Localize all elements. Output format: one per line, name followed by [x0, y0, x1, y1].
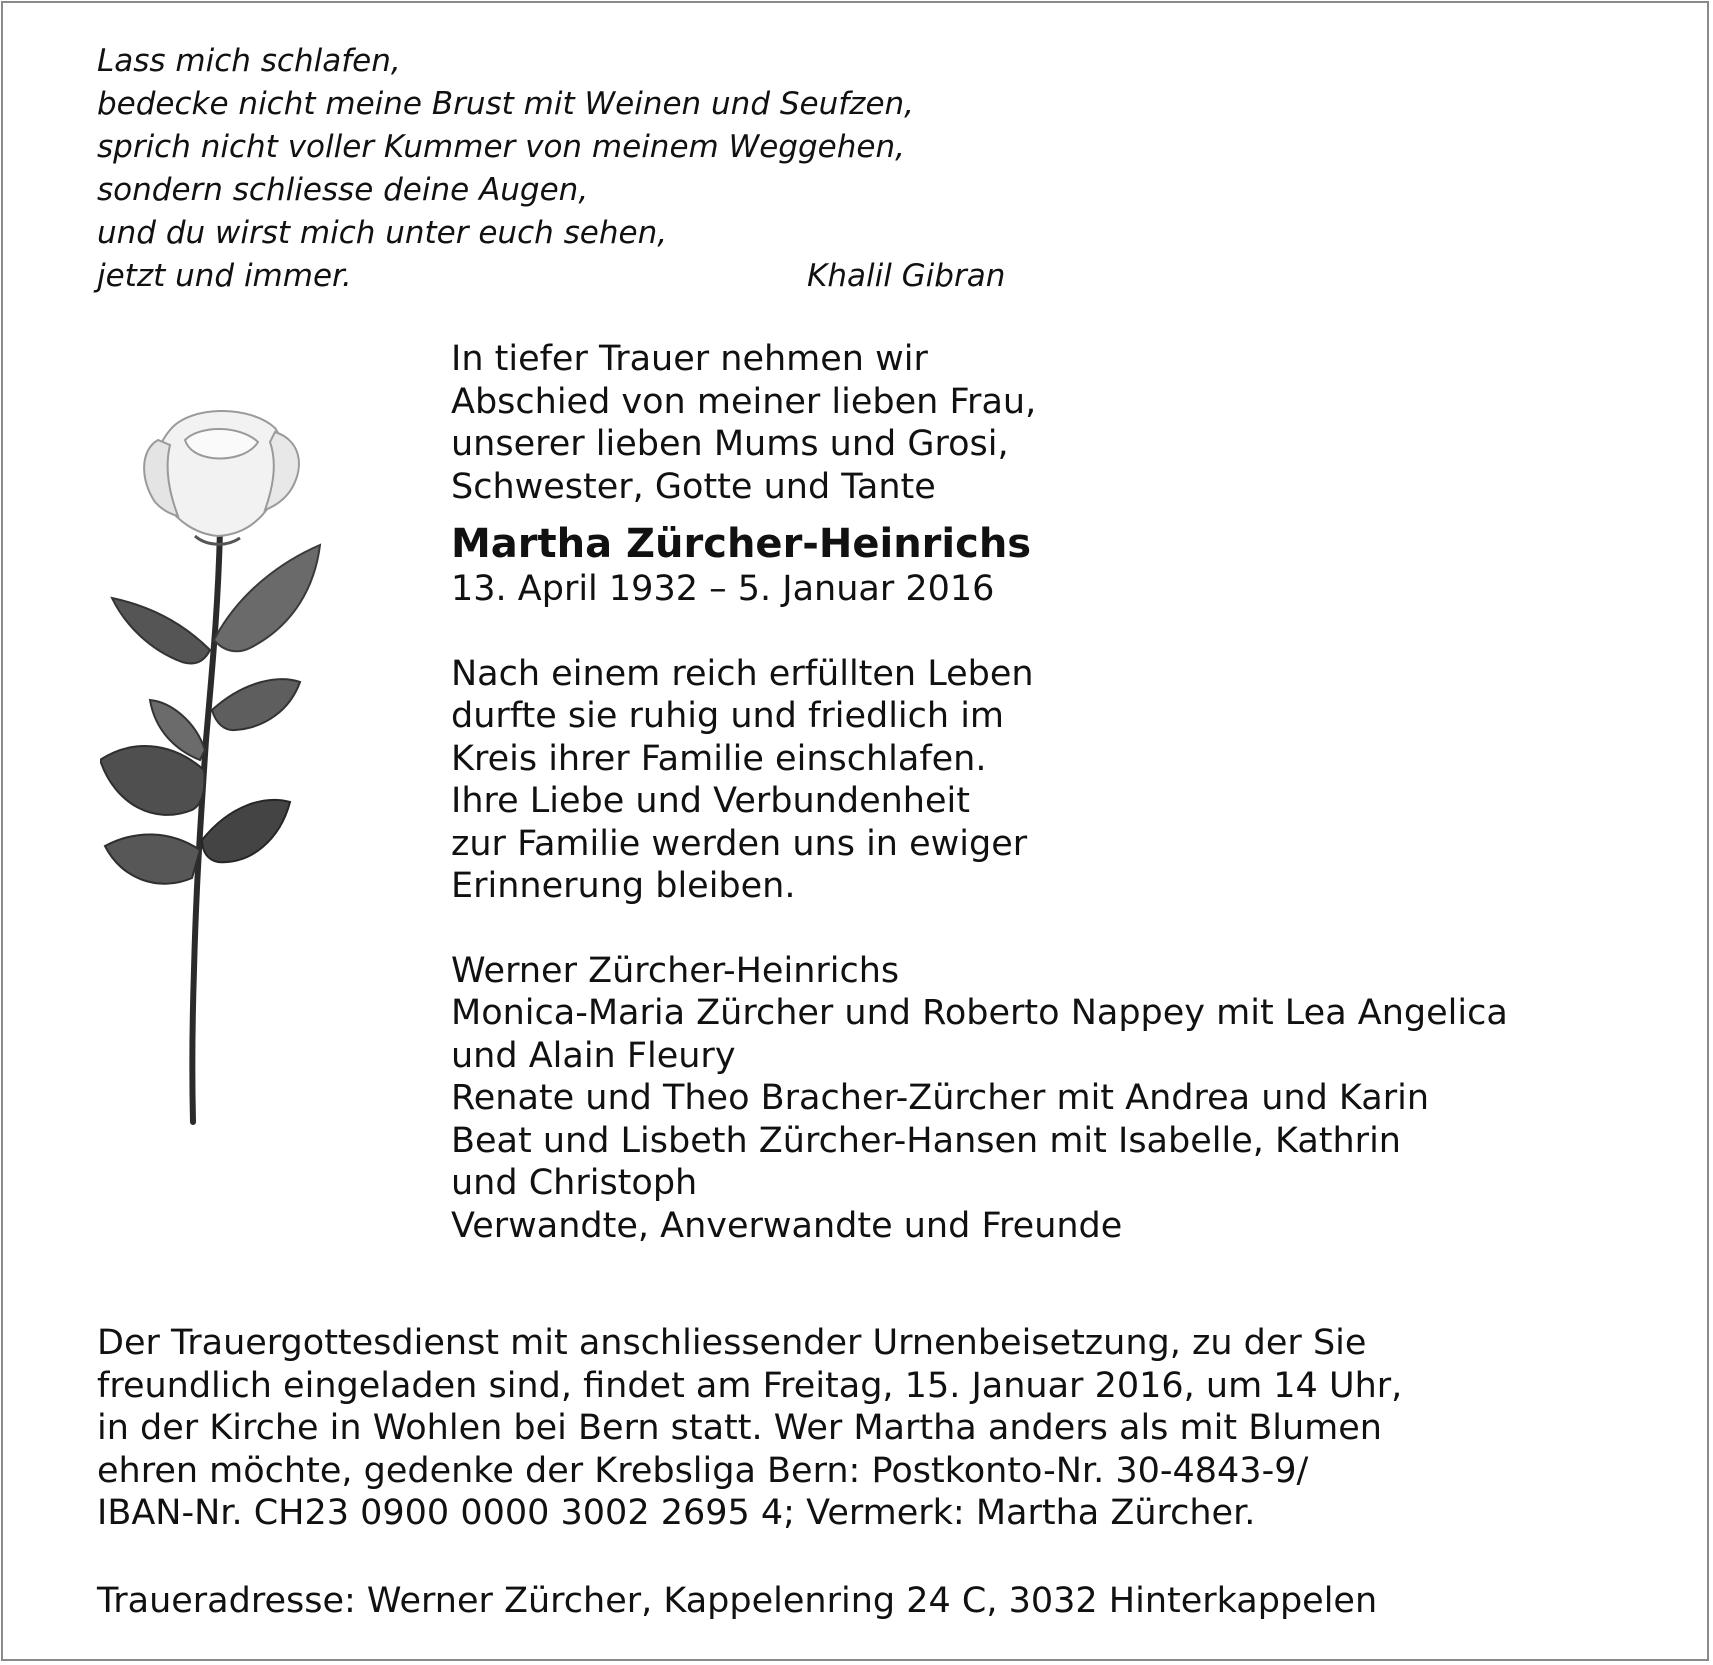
service-line: ehren möchte, gedenke der Krebsliga Bern: Postkonto-Nr. 30-4843-9/	[97, 1450, 1309, 1491]
notice-main	[451, 338, 1651, 1247]
rose-icon	[100, 410, 330, 1125]
intro-line: unserer lieben Mums und Grosi,	[451, 424, 1009, 464]
intro-line: In tiefer Trauer nehmen wir	[451, 339, 928, 379]
tribute-line: Kreis ihrer Familie einschlafen.	[451, 738, 987, 779]
mourner-line: Beat und Lisbeth Zürcher-Hansen mit Isabelle, Kathrin	[451, 1120, 1401, 1161]
mourning-address: Traueradresse: Werner Zürcher, Kappelenring 24 C, 3032 Hinterkappelen	[97, 1581, 1378, 1621]
mourner-line: und Alain Fleury	[451, 1035, 736, 1076]
spacer	[451, 611, 1651, 653]
poem-line: sprich nicht voller Kummer von meinem Weggehen,	[97, 129, 905, 165]
poem-line: Lass mich schlafen,	[97, 43, 401, 79]
poem-author: Khalil Gibran	[807, 258, 1006, 294]
service-line: freundlich eingeladen sind, findet am Freitag, 15. Januar 2016, um 14 Uhr,	[97, 1365, 1403, 1406]
spacer	[451, 908, 1651, 950]
intro-text	[451, 338, 1651, 508]
tribute-line: durfte sie ruhig und friedlich im	[451, 696, 1005, 736]
service-line: IBAN-Nr. CH23 0900 0000 3002 2695 4; Vermerk: Martha Zürcher.	[97, 1493, 1256, 1533]
mourner-line: Verwandte, Anverwandte und Freunde	[451, 1205, 1123, 1246]
mourner-line: Renate und Theo Bracher-Zürcher mit Andrea und Karin	[451, 1078, 1430, 1118]
mourner-line: Monica-Maria Zürcher und Roberto Nappey mit Lea Angelica	[451, 993, 1508, 1033]
tribute-line: zur Familie werden uns in ewiger	[451, 823, 1028, 864]
poem-line: jetzt und immer.	[97, 258, 352, 294]
poem	[97, 40, 1017, 298]
service-line: Der Trauergottesdienst mit anschliessender Urnenbeisetzung, zu der Sie	[97, 1323, 1367, 1363]
poem-line: und du wirst mich unter euch sehen,	[97, 215, 668, 251]
intro-line: Abschied von meiner lieben Frau,	[451, 381, 1037, 422]
mourner-line: Werner Zürcher-Heinrichs	[451, 950, 900, 991]
service-info	[97, 1322, 1597, 1535]
mourners-list	[451, 950, 1651, 1248]
tribute-line: Ihre Liebe und Verbundenheit	[451, 781, 970, 821]
intro-line: Schwester, Gotte und Tante	[451, 466, 936, 507]
poem-line: sondern schliesse deine Augen,	[97, 172, 589, 208]
deceased-name: Martha Zürcher-Heinrichs	[451, 521, 1032, 567]
tribute-line: Erinnerung bleiben.	[451, 866, 796, 906]
life-dates: 13. April 1932 – 5. Januar 2016	[451, 569, 995, 609]
tribute-line: Nach einem reich erfüllten Leben	[451, 653, 1034, 694]
mourner-line: und Christoph	[451, 1163, 698, 1203]
poem-line: bedecke nicht meine Brust mit Weinen und Seufzen,	[97, 86, 915, 122]
tribute-text	[451, 653, 1651, 908]
service-line: in der Kirche in Wohlen bei Bern statt. Wer Martha anders als mit Blumen	[97, 1408, 1382, 1448]
